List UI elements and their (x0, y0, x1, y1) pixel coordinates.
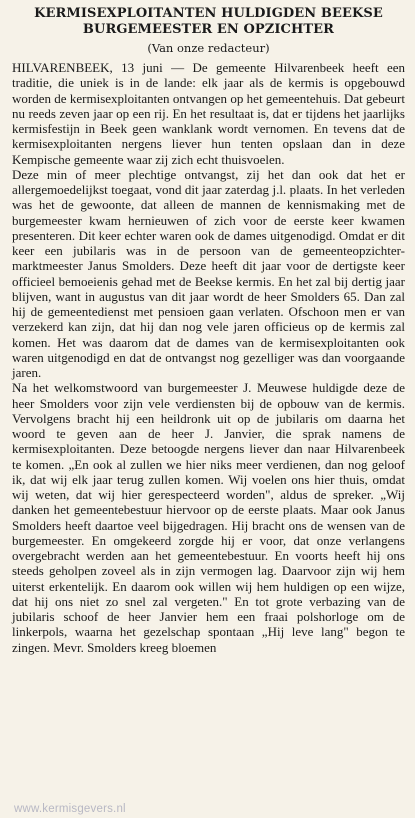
article-body (12, 60, 405, 655)
byline: (Van onze redacteur) (147, 41, 270, 55)
paragraph-3: Na het welkomstwoord van burgemeester J. Meuwese huldigde deze de heer Smolders voor zijn vele verdiensten bij de opbouw van de kermis. Vervolgens bracht hij een heildronk uit op de jubilaris om daarna het woord te geven aan de heer J. Janvier, die sprak namens de kermisexploitanten. Deze betoogde nergens liever dan naar Hilvarenbeek te komen. „En ook al zullen we hier niks meer verdienen, dan nog geloof ik, dat wij elk jaar terug zullen komen. Wij voelen ons hier thuis, omdat wij weten, dat wij hier gerespecteerd worden", aldus de spreker. „Wij danken het gemeentebestuur hiervoor op de eerste plaats. Maar ook Janus Smolders heeft daartoe veel bijgedragen. Hij bracht ons de wensen van de burgemeester. En omgekeerd zorgde hij er voor, dat onze verlangens overgebracht werden aan het gemeentebestuur. En voorts heeft hij ons steeds geholpen zoveel als in zijn vermogen lag. Daarvoor zijn wij hem uiterst erkentelijk. En daarom ook willen wij hem huldigen op een wijze, dat hij ons niet zo snel zal vergeten." En tot grote verbazing van de jubilaris schoof de heer Janvier hem een fraai polshorloge om de linkerpols, waarna het gezelschap spontaan „Hij leve lang" begon te zingen. Mevr. Smolders kreeg bloemen (12, 380, 405, 655)
headline-line-1: KERMISEXPLOITANTEN HULDIGDEN BEEKSE (34, 6, 383, 21)
headline-line-2: BURGEMEESTER EN OPZICHTER (82, 22, 335, 37)
paragraph-2: Deze min of meer plechtige ontvangst, zij het dan ook dat het er allergemoedelijkst toegaat, vond dit jaar zaterdag j.l. plaats. In het verleden was het de gewoonte, dat alleen de mannen de kennismaking met de burgemeester kwam hernieuwen of zich voor de eerste keer kwamen presenteren. Dit keer echter waren ook de dames uitgenodigd. Omdat er dit keer een jubilaris was in de persoon van de gemeenteopzichter-marktmeester Janus Smolders. Deze heeft dit jaar voor de dertigste keer officieel bemoeienis gehad met de Beekse kermis. En het zal bij dertig jaar blijven, want in augustus van dit jaar wordt de heer Smolders 65. Dan zal hij de gemeentedienst met pensioen gaan verlaten. Ofschoon men er van verzekerd kan zijn, dat hij dan nog vele jaren officieus op de kermis zal komen. Het was daarom dat de dames van de kermisexploitanten ook waren uitgenodigd en dat de ontvangst nog gezelliger was dan voorgaande jaren. (12, 166, 405, 380)
headline (12, 6, 405, 38)
site-watermark: www.kermisgevers.nl (14, 803, 126, 815)
paragraph-1: HILVARENBEEK, 13 juni — De gemeente Hilvarenbeek heeft een traditie, die uniek is in de lande: elk jaar als de kermis is opgebouwd worden de kermisexploitanten ontvangen op het gemeentehuis. Dat gebeurt nu reeds zeven jaar op een rij. En het resultaat is, dat er tijdens het jaarlijks kermisfestijn in Beek geen wanklank wordt vernomen. En tevens dat de kermisexploitanten nergens liever hun tenten opslaan dan in deze Kempische gemeente waar zij zich echt thuisvoelen. (12, 60, 405, 167)
